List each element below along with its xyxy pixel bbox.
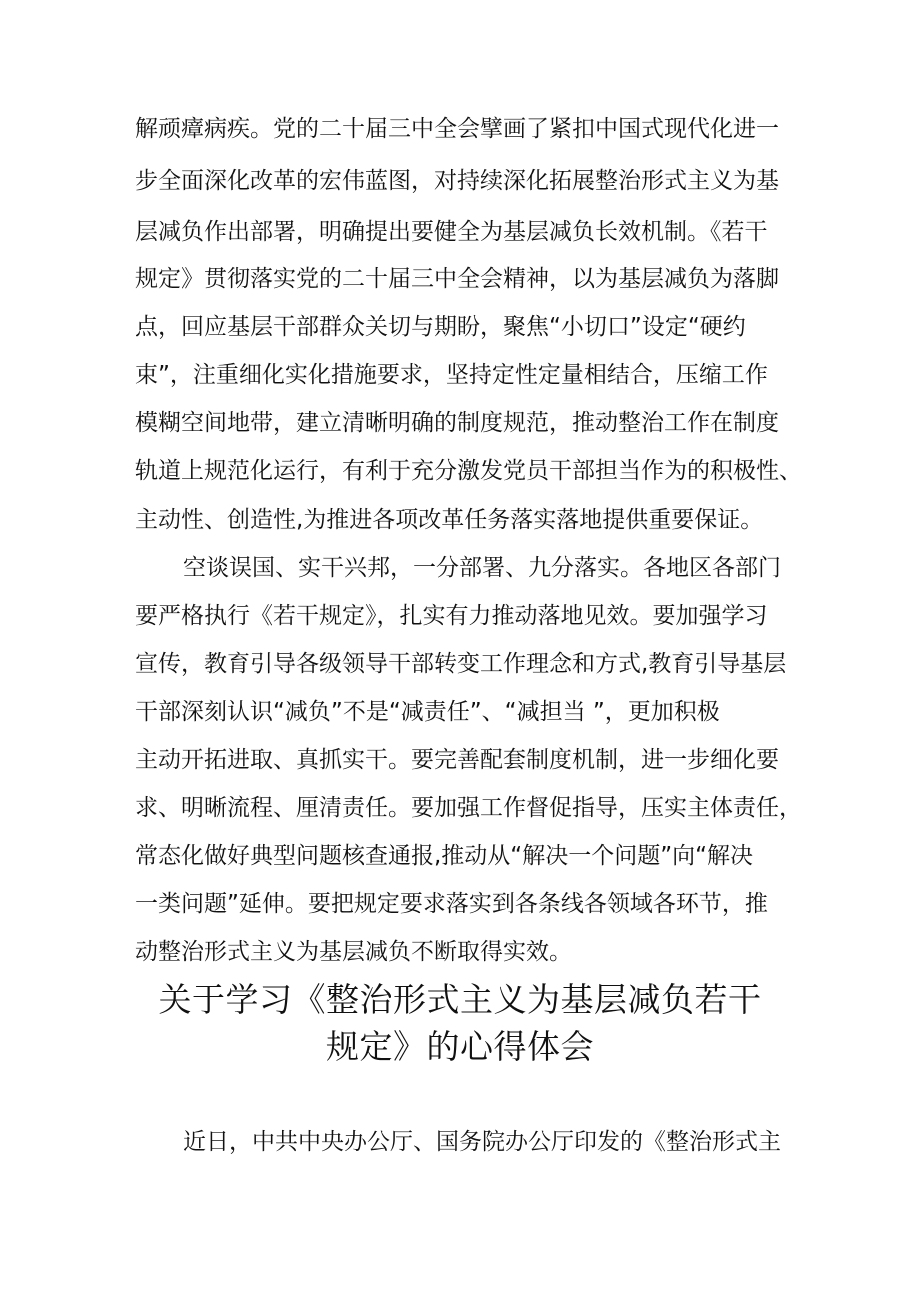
paragraph-line: 近日，中共中央办公厅、国务院办公厅印发的《整治形式主 bbox=[183, 1129, 781, 1155]
paragraph-line: 干部深刻认识“减负”不是“减责任”、“减担当 ”，更加积极 bbox=[135, 699, 720, 725]
paragraph-line: 主动开拓进取、真抓实干。要完善配套制度机制，进一步细化要 bbox=[135, 747, 779, 773]
paragraph-line: 常态化做好典型问题核查通报,推动从“解决一个问题”向“解决 bbox=[135, 843, 754, 869]
title-line: 规定》的心得体会 bbox=[326, 1027, 594, 1066]
paragraph-line: 步全面深化改革的宏伟蓝图，对持续深化拓展整治形式主义为基 bbox=[135, 168, 779, 194]
paragraph-line: 动整治形式主义为基层减负不断取得实效。 bbox=[135, 939, 572, 965]
paragraph-line: 一类问题”延伸。要把规定要求落实到各条线各领域各环节，推 bbox=[135, 891, 768, 917]
paragraph-line: 轨道上规范化运行，有利于充分激发党员干部担当作为的积极性、 bbox=[135, 458, 802, 484]
paragraph-line: 模糊空间地带，建立清晰明确的制度规范，推动整治工作在制度 bbox=[135, 410, 779, 436]
paragraph-line: 点，回应基层干部群众关切与期盼，聚焦“小切口”设定“硬约 bbox=[135, 314, 746, 340]
paragraph-line: 主动性、创造性,为推进各项改革任务落实落地提供重要保证。 bbox=[135, 507, 764, 533]
paragraph-line: 宣传，教育引导各级领导干部转变工作理念和方式,教育引导基层 bbox=[135, 651, 787, 677]
paragraph-line: 空谈误国、实干兴邦，一分部署、九分落实。各地区各部门 bbox=[183, 555, 781, 581]
title-line: 关于学习《整治形式主义为基层减负若干 bbox=[158, 980, 762, 1019]
paragraph-line: 束”，注重细化实化措施要求，坚持定性定量相结合，压缩工作 bbox=[135, 362, 768, 388]
paragraph-line: 要严格执行《若干规定》，扎实有力推动落地见效。要加强学习 bbox=[135, 603, 768, 629]
paragraph-line: 规定》贯彻落实党的二十届三中全会精神，以为基层减负为落脚 bbox=[135, 266, 779, 292]
paragraph-line: 求、明晰流程、厘清责任。要加强工作督促指导，压实主体责任， bbox=[135, 795, 802, 821]
paragraph-line: 层减负作出部署，明确提出要健全为基层减负长效机制。《若干 bbox=[135, 219, 768, 245]
paragraph-line: 解顽瘴病疾。党的二十届三中全会擘画了紧扣中国式现代化进一 bbox=[135, 116, 779, 142]
